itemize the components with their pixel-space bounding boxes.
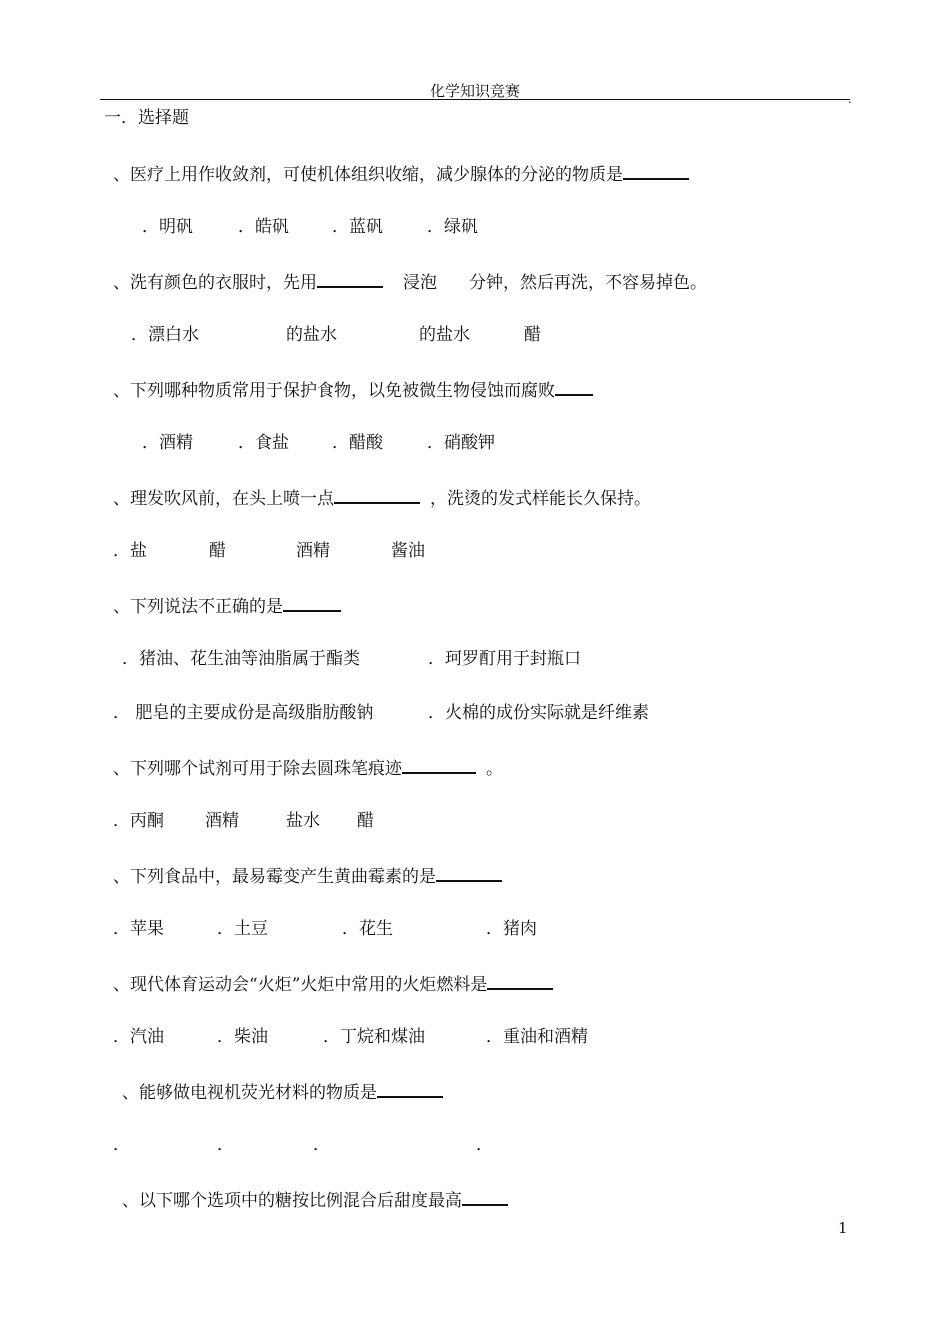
q8-option-b: ．柴油 xyxy=(217,1027,268,1047)
q6-option-a: ．丙酮 xyxy=(113,811,164,831)
q4-option-a: ．盐 xyxy=(113,541,147,561)
q5-option-b: ．珂罗酊用于封瓶口 xyxy=(428,649,581,669)
q4-option-d: 酱油 xyxy=(391,541,425,561)
q6-option-d: 醋 xyxy=(357,811,374,831)
q2-option-d: 醋 xyxy=(524,325,541,345)
q2-option-b: 的盐水 xyxy=(286,325,337,345)
question-9 xyxy=(122,1080,443,1104)
answer-blank[interactable] xyxy=(283,594,341,612)
question-1 xyxy=(113,162,689,186)
q8-option-d: ．重油和酒精 xyxy=(486,1027,588,1047)
q2-option-a: ．漂白水 xyxy=(131,325,199,345)
question-7 xyxy=(113,864,502,888)
q2-option-c: 的盐水 xyxy=(419,325,470,345)
q3-option-b: ．食盐 xyxy=(238,433,289,453)
q5-option-a: ．猪油、花生油等油脂属于酯类 xyxy=(122,649,360,669)
q3-option-d: ．硝酸钾 xyxy=(427,433,495,453)
question-8-text: 、现代体育运动会“火炬”火炬中常用的火炬燃料是 xyxy=(113,975,488,995)
header-title: 化学知识竞赛 xyxy=(429,82,520,100)
question-6-text-b: 。 xyxy=(486,759,503,779)
question-5 xyxy=(113,594,341,618)
q9-option-b: ． xyxy=(217,1135,234,1155)
q1-option-b: ．皓矾 xyxy=(238,217,289,237)
q1-option-c: ．蓝矾 xyxy=(332,217,383,237)
q4-option-b: 醋 xyxy=(209,541,226,561)
section-title: 一．选择题 xyxy=(104,108,189,128)
q9-option-a: ． xyxy=(113,1135,130,1155)
question-5-text: 、下列说法不正确的是 xyxy=(113,597,283,617)
q7-option-b: ．土豆 xyxy=(217,919,268,939)
question-4-text-b: ，洗烫的发式样能长久保持。 xyxy=(430,489,651,509)
answer-blank[interactable] xyxy=(462,1188,508,1206)
q8-option-a: ．汽油 xyxy=(113,1027,164,1047)
q9-option-c: ． xyxy=(313,1135,330,1155)
page-number: 1 xyxy=(838,1219,848,1237)
q8-option-c: ．丁烷和煤油 xyxy=(323,1027,425,1047)
question-3-text: 、下列哪种物质常用于保护食物，以免被微生物侵蚀而腐败 xyxy=(113,381,555,401)
q1-option-a: ．明矾 xyxy=(142,217,193,237)
header-dot: . xyxy=(848,92,852,106)
question-2-text-b: 浸泡 xyxy=(403,273,437,293)
answer-blank[interactable] xyxy=(555,378,593,396)
question-2 xyxy=(113,270,707,294)
answer-blank[interactable] xyxy=(334,486,420,504)
q3-option-a: ．酒精 xyxy=(142,433,193,453)
question-3 xyxy=(113,378,593,402)
q1-option-d: ．绿矾 xyxy=(427,217,478,237)
q5-option-c: ． 肥皂的主要成份是高级脂肪酸钠 xyxy=(113,703,374,723)
q3-option-c: ．醋酸 xyxy=(332,433,383,453)
header-rule xyxy=(100,99,850,100)
question-10 xyxy=(122,1188,508,1212)
q7-option-c: ．花生 xyxy=(342,919,393,939)
answer-blank[interactable] xyxy=(623,162,689,180)
question-4 xyxy=(113,486,651,510)
answer-blank[interactable] xyxy=(317,270,383,288)
question-2-text-c: 分钟，然后再洗，不容易掉色。 xyxy=(469,273,707,293)
question-6-text-a: 、下列哪个试剂可用于除去圆珠笔痕迹 xyxy=(113,759,402,779)
question-7-text: 、下列食品中，最易霉变产生黄曲霉素的是 xyxy=(113,867,436,887)
q7-option-d: ．猪肉 xyxy=(486,919,537,939)
question-2-text-a: 、洗有颜色的衣服时，先用 xyxy=(113,273,317,293)
answer-blank[interactable] xyxy=(402,756,476,774)
question-4-text-a: 、理发吹风前，在头上喷一点 xyxy=(113,489,334,509)
q6-option-c: 盐水 xyxy=(286,811,320,831)
answer-blank[interactable] xyxy=(487,972,553,990)
answer-blank[interactable] xyxy=(436,864,502,882)
question-6 xyxy=(113,756,503,780)
question-10-text: 、以下哪个选项中的糖按比例混合后甜度最高 xyxy=(122,1191,462,1211)
q6-option-b: 酒精 xyxy=(205,811,239,831)
q4-option-c: 酒精 xyxy=(296,541,330,561)
question-9-text: 、能够做电视机荧光材料的物质是 xyxy=(122,1083,377,1103)
answer-blank[interactable] xyxy=(377,1080,443,1098)
question-1-text: 、医疗上用作收敛剂，可使机体组织收缩，减少腺体的分泌的物质是 xyxy=(113,165,623,185)
q5-option-d: ．火棉的成份实际就是纤维素 xyxy=(428,703,649,723)
q9-option-d: ． xyxy=(476,1135,493,1155)
question-8 xyxy=(113,972,553,996)
q7-option-a: ．苹果 xyxy=(113,919,164,939)
